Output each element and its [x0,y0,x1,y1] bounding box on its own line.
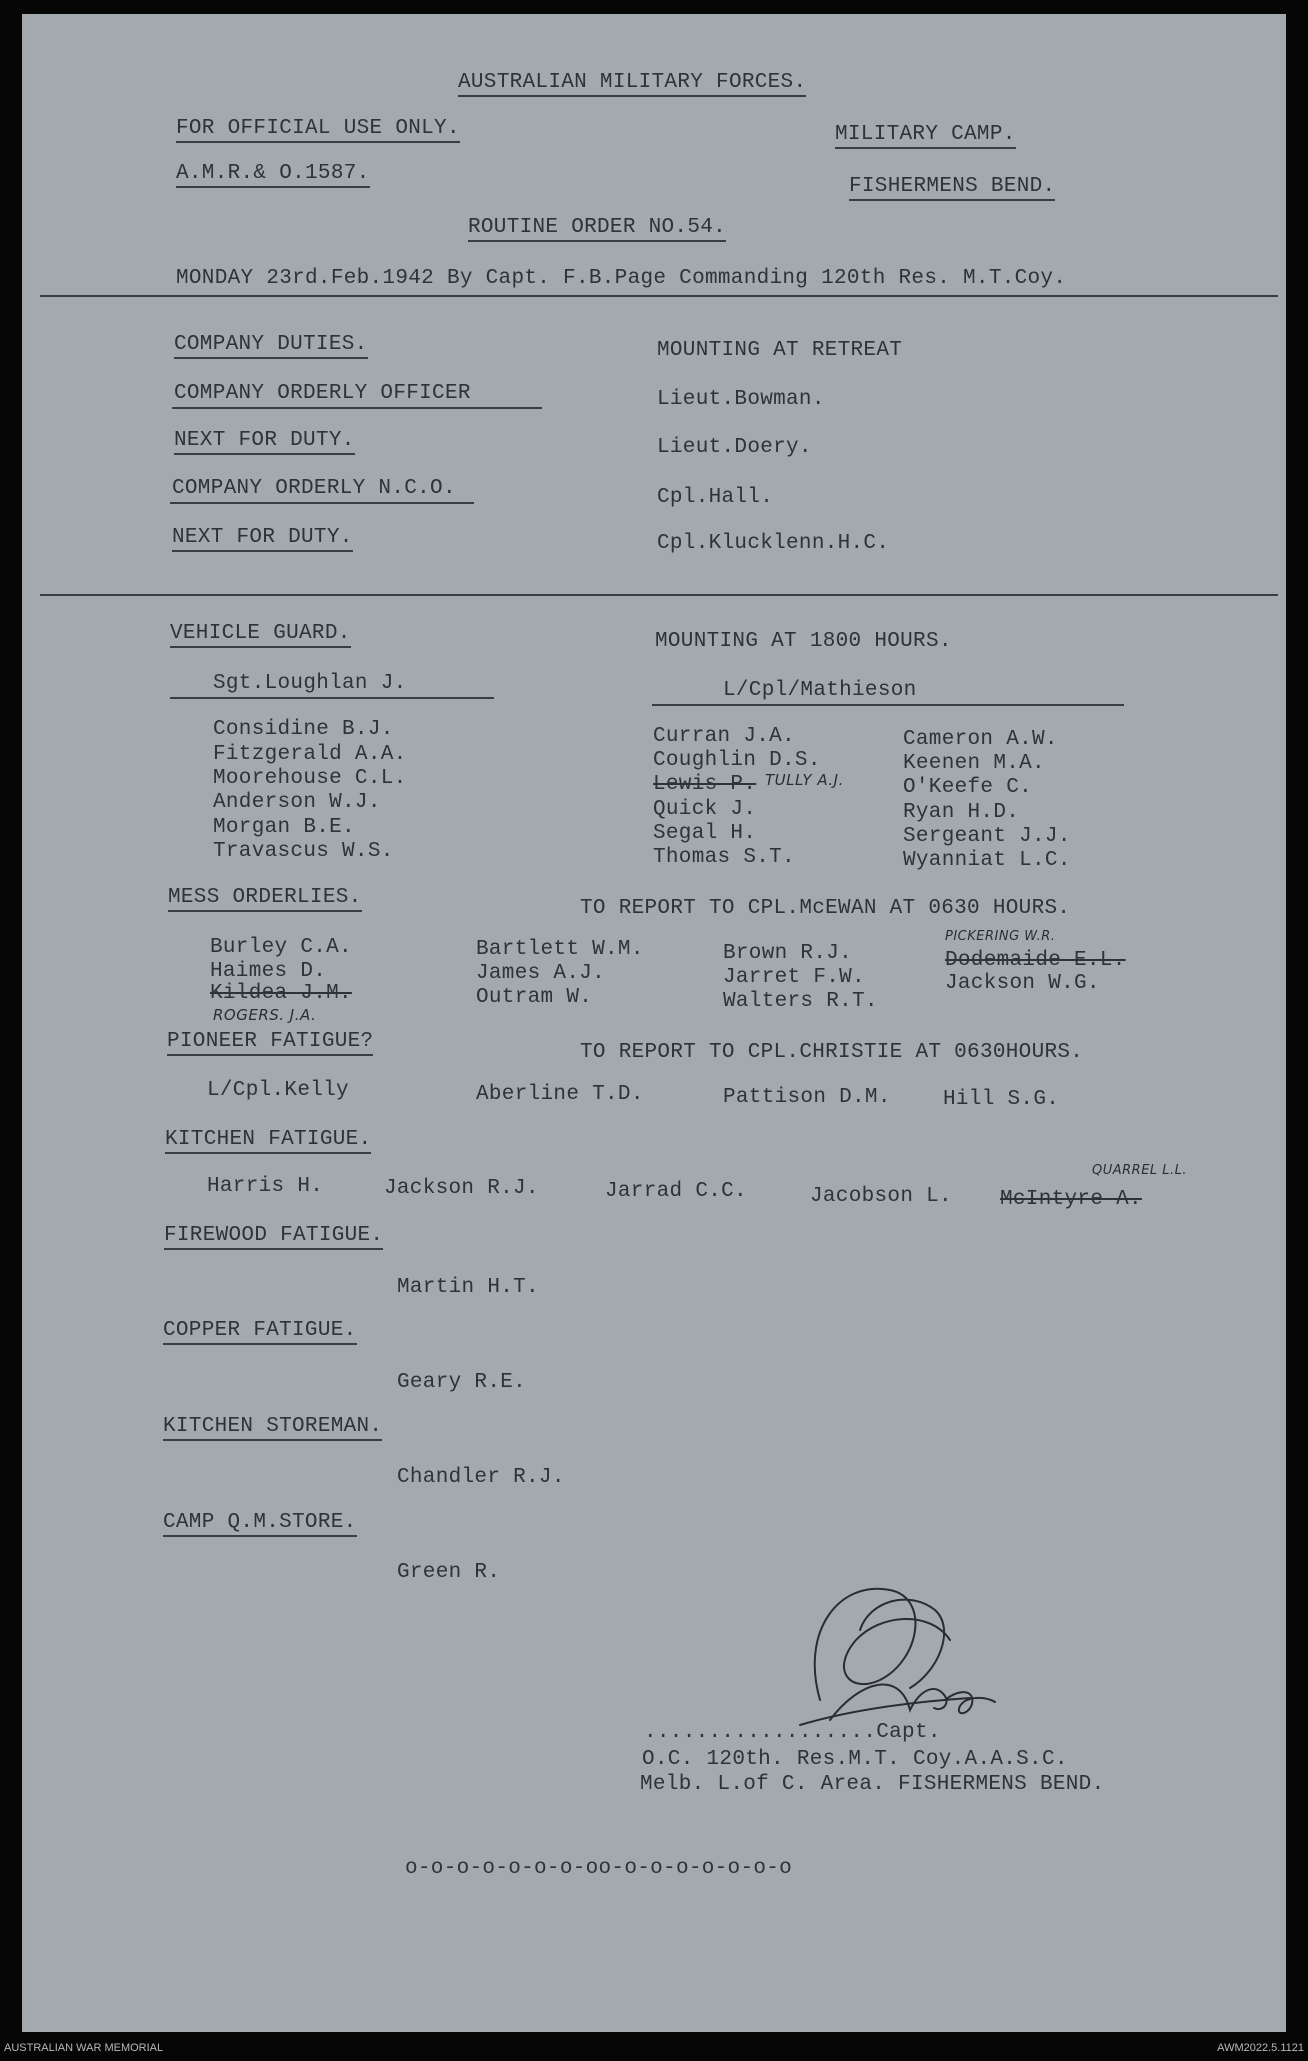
guard-member-struck: Lewis P. [653,773,757,796]
duty-label: NEXT FOR DUTY. [172,527,353,552]
kitchen-member: Jackson R.J. [384,1177,539,1200]
guard-member: Anderson W.J. [213,791,381,814]
guard-sergeant: Sgt.Loughlan J. [213,672,407,695]
document-title: AUSTRALIAN MILITARY FORCES. [458,72,806,97]
handwritten-correction: ROGERS. J.A. [213,1006,317,1024]
vehicle-guard-mounting: MOUNTING AT 1800 HOURS. [655,630,952,653]
signature-image [760,1570,1020,1740]
mess-orderly: Bartlett W.M. [476,938,644,961]
guard-member: Sergeant J.J. [903,825,1071,848]
mess-orderly: James A.J. [476,962,606,985]
mess-orderly: Burley C.A. [210,936,352,959]
kitchen-member: Jacobson L. [810,1185,952,1208]
camp-qm-store-member: Green R. [397,1561,501,1584]
pioneer-member: Aberline T.D. [476,1083,644,1106]
guard-member: Considine B.J. [213,718,394,741]
duty-name: Cpl.Klucklenn.H.C. [657,532,890,555]
handwritten-correction: TULLY A.J. [765,771,844,789]
end-of-order-mark: o-o-o-o-o-o-o-oo-o-o-o-o-o-o-o [405,1857,793,1880]
archive-reference: AWM2022.5.1121 [1217,2042,1304,2054]
camp-qm-store-heading: CAMP Q.M.STORE. [163,1512,357,1537]
mess-orderly: Outram W. [476,986,593,1009]
duty-underline [170,502,474,504]
mess-orderly-struck: Kildea J.M. [210,982,352,1005]
duty-name: Lieut.Doery. [657,436,812,459]
guard-member: Ryan H.D. [903,801,1020,824]
guard-member: Coughlin D.S. [653,749,821,772]
copper-member: Geary R.E. [397,1371,527,1394]
order-date-line: MONDAY 23rd.Feb.1942 By Capt. F.B.Page Commanding 120th Res. M.T.Coy. [176,267,1067,290]
guard-member: Travascus W.S. [213,840,394,863]
company-duties-heading: COMPANY DUTIES. [174,334,368,359]
header-rule [40,295,1278,297]
guard-member: Moorehouse C.L. [213,767,407,790]
guard-sergeant-underline [170,697,494,699]
mess-orderly: Jackson W.G. [945,972,1100,995]
guard-member: Curran J.A. [653,725,795,748]
official-use-label: FOR OFFICIAL USE ONLY. [176,118,460,143]
guard-member: Fitzgerald A.A. [213,743,407,766]
guard-member: Quick J. [653,798,757,821]
signature-location-line: Melb. L.of C. Area. FISHERMENS BEND. [640,1773,1105,1796]
guard-member: Wyanniat L.C. [903,849,1071,872]
kitchen-storeman-member: Chandler R.J. [397,1466,565,1489]
pioneer-member: Hill S.G. [943,1088,1060,1111]
guard-member: Morgan B.E. [213,816,355,839]
reference-number: A.M.R.& O.1587. [176,163,370,188]
signature-title-line: O.C. 120th. Res.M.T. Coy.A.A.S.C. [642,1748,1068,1771]
guard-member: Segal H. [653,822,757,845]
pioneer-member: L/Cpl.Kelly [207,1079,349,1102]
guard-lance-corporal: L/Cpl/Mathieson [723,679,917,702]
company-duties-mounting: MOUNTING AT RETREAT [657,339,903,362]
duty-label: COMPANY ORDERLY N.C.O. [172,477,456,500]
duty-label: COMPANY ORDERLY OFFICER [174,382,471,405]
routine-order-number: ROUTINE ORDER NO.54. [468,217,726,242]
mess-orderlies-heading: MESS ORDERLIES. [168,887,362,912]
pioneer-fatigue-heading: PIONEER FATIGUE? [167,1031,373,1056]
mess-orderly-struck: Dodemaide E.L. [945,949,1126,972]
firewood-fatigue-heading: FIREWOOD FATIGUE. [164,1225,383,1250]
signature-dotted-line: ..................Capt. [644,1721,941,1744]
kitchen-member-struck: McIntyre A. [1000,1188,1142,1211]
section-rule [40,594,1278,596]
mess-report-instruction: TO REPORT TO CPL.McEWAN AT 0630 HOURS. [580,897,1071,920]
duty-name: Lieut.Bowman. [657,388,825,411]
camp-location: FISHERMENS BEND. [849,176,1055,201]
mess-orderly: Brown R.J. [723,942,853,965]
handwritten-correction: QUARREL L.L. [1092,1163,1188,1178]
kitchen-member: Jarrad C.C. [605,1180,747,1203]
guard-member: Thomas S.T. [653,846,795,869]
mess-orderly: Walters R.T. [723,990,878,1013]
kitchen-fatigue-heading: KITCHEN FATIGUE. [165,1129,371,1154]
archive-credit: AUSTRALIAN WAR MEMORIAL [4,2042,164,2054]
military-camp-label: MILITARY CAMP. [835,124,1016,149]
pioneer-member: Pattison D.M. [723,1086,891,1109]
guard-member: O'Keefe C. [903,776,1033,799]
guard-member: Keenen M.A. [903,752,1045,775]
copper-fatigue-heading: COPPER FATIGUE. [163,1320,357,1345]
duty-name: Cpl.Hall. [657,486,774,509]
duty-underline [172,407,542,409]
guard-member: Cameron A.W. [903,728,1058,751]
vehicle-guard-heading: VEHICLE GUARD. [170,623,351,648]
firewood-member: Martin H.T. [397,1276,539,1299]
mess-orderly: Haimes D. [210,960,327,983]
kitchen-member: Harris H. [207,1175,324,1198]
pioneer-report-instruction: TO REPORT TO CPL.CHRISTIE AT 0630HOURS. [580,1041,1084,1064]
guard-lance-corporal-underline [652,704,1124,706]
duty-label: NEXT FOR DUTY. [174,430,355,455]
kitchen-storeman-heading: KITCHEN STOREMAN. [163,1416,382,1441]
mess-orderly: Jarret F.W. [723,966,865,989]
handwritten-correction: PICKERING W.R. [945,929,1056,944]
